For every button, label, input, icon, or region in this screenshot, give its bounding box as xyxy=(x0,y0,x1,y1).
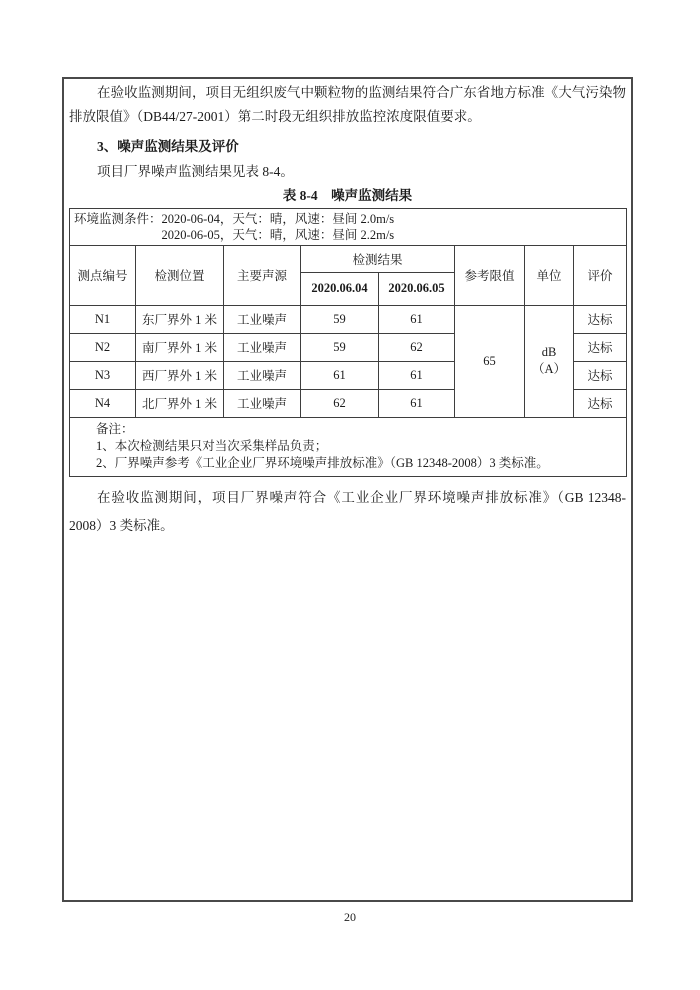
cell-value-day1: 59 xyxy=(301,305,379,333)
header-unit: 单位 xyxy=(525,245,574,305)
cell-value-day2: 61 xyxy=(379,389,455,417)
cell-point-id: N2 xyxy=(70,333,136,361)
cell-value-day2: 62 xyxy=(379,333,455,361)
conditions-label: 环境监测条件： xyxy=(74,211,162,226)
note-line-1: 备注： xyxy=(96,421,134,436)
note-line-2: 1、本次检测结果只对当次采集样品负责； xyxy=(96,438,328,453)
cell-point-id: N1 xyxy=(70,305,136,333)
conditions-line-1 xyxy=(74,211,622,227)
cell-unit xyxy=(525,305,574,417)
section-intro: 项目厂界噪声监测结果见表 8-4。 xyxy=(97,163,294,179)
conditions-value-2: 2020-06-05，天气：晴，风速：昼间 2.2m/s xyxy=(161,227,395,242)
table-row-n1 xyxy=(70,305,627,333)
header-row xyxy=(70,245,627,272)
cell-evaluation: 达标 xyxy=(574,361,627,389)
header-date-1: 2020.06.04 xyxy=(301,272,379,305)
conditions-line-2 xyxy=(74,227,622,243)
header-location: 检测位置 xyxy=(136,245,224,305)
cell-value-day1: 62 xyxy=(301,389,379,417)
cell-source: 工业噪声 xyxy=(224,305,301,333)
cell-value-day2: 61 xyxy=(379,361,455,389)
intro-paragraph: 在验收监测期间，项目无组织废气中颗粒物的监测结果符合广东省地方标准《大气污染物排放限值》（DB44/27-2001）第二时段无组织排放监控浓度限值要求。 xyxy=(69,85,626,124)
conclusion-paragraph: 在验收监测期间，项目厂界噪声符合《工业企业厂界环境噪声排放标准》（GB 12348-2008）3 类标准。 xyxy=(69,489,626,533)
cell-evaluation: 达标 xyxy=(574,389,627,417)
conditions-cell xyxy=(70,208,627,245)
cell-evaluation: 达标 xyxy=(574,305,627,333)
note-line-3: 2、厂界噪声参考《工业企业厂界环境噪声排放标准》（GB 12348-2008）3 类标准。 xyxy=(96,455,549,470)
noise-monitoring-table xyxy=(69,208,627,477)
cell-reference-limit: 65 xyxy=(455,305,525,417)
cell-value-day2: 61 xyxy=(379,305,455,333)
header-date-2: 2020.06.05 xyxy=(379,272,455,305)
cell-value-day1: 59 xyxy=(301,333,379,361)
header-result-group: 检测结果 xyxy=(301,245,455,272)
header-point-id: 测点编号 xyxy=(70,245,136,305)
cell-source: 工业噪声 xyxy=(224,389,301,417)
cell-evaluation: 达标 xyxy=(574,333,627,361)
page-number: 20 xyxy=(344,910,356,924)
content-border-box xyxy=(62,77,633,902)
cell-point-id: N3 xyxy=(70,361,136,389)
notes-cell xyxy=(70,417,627,476)
conditions-value-1: 2020-06-04，天气：晴，风速：昼间 2.0m/s xyxy=(161,211,395,226)
cell-source: 工业噪声 xyxy=(224,333,301,361)
header-evaluation: 评价 xyxy=(574,245,627,305)
conditions-row xyxy=(70,208,627,245)
cell-point-id: N4 xyxy=(70,389,136,417)
unit-line-1: dB xyxy=(541,345,557,359)
section-heading: 3、噪声监测结果及评价 xyxy=(97,139,239,154)
cell-location: 东厂界外 1 米 xyxy=(136,305,224,333)
cell-source: 工业噪声 xyxy=(224,361,301,389)
table-title: 表 8-4 噪声监测结果 xyxy=(282,188,413,203)
cell-location: 北厂界外 1 米 xyxy=(136,389,224,417)
header-source: 主要声源 xyxy=(224,245,301,305)
cell-location: 西厂界外 1 米 xyxy=(136,361,224,389)
cell-value-day1: 61 xyxy=(301,361,379,389)
cell-location: 南厂界外 1 米 xyxy=(136,333,224,361)
unit-line-2: （A） xyxy=(531,362,567,376)
notes-row xyxy=(70,417,627,476)
header-limit: 参考限值 xyxy=(455,245,525,305)
